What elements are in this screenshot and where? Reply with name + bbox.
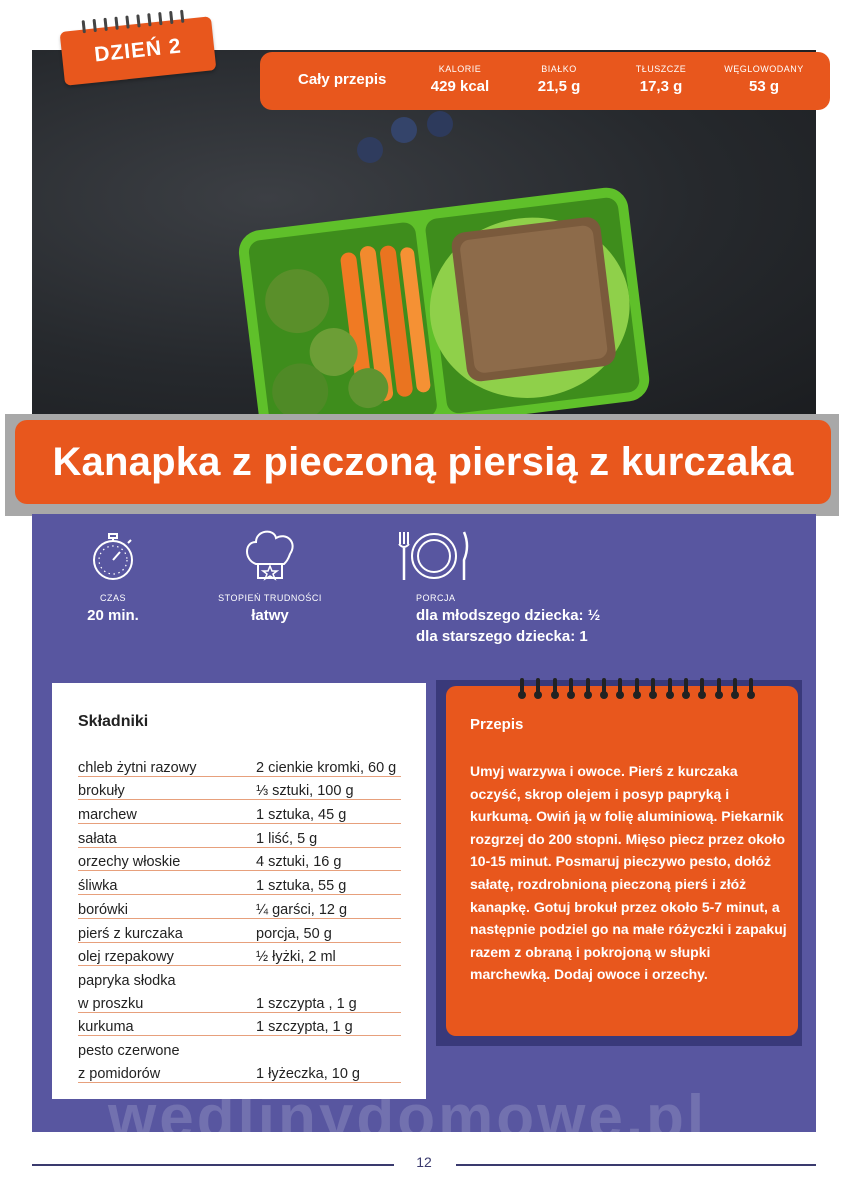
difficulty-label: STOPIEŃ TRUDNOŚCI <box>218 593 322 603</box>
ingredient-name: orzechy włoskie <box>78 847 256 871</box>
table-row <box>78 824 401 848</box>
nutrition-label: WĘGLOWODANY <box>724 64 804 74</box>
table-row <box>78 871 401 895</box>
whole-recipe-label: Cały przepis <box>298 71 387 88</box>
ingredient-name: chleb żytni razowy <box>78 753 256 776</box>
day-label: DZIEŃ 2 <box>93 34 183 67</box>
ingredient-qty: 1 łyżeczka, 10 g <box>256 1059 401 1082</box>
difficulty-value: łatwy <box>251 607 289 624</box>
ingredient-qty: ⅓ sztuki, 100 g <box>256 776 401 800</box>
recipe-title: Kanapka z pieczoną piersią z kurczaka <box>52 439 794 484</box>
page-number: 12 <box>416 1154 432 1170</box>
ingredient-qty: 1 sztuka, 45 g <box>256 800 401 824</box>
ingredient-name: śliwka <box>78 871 256 895</box>
recipe-heading: Przepis <box>470 716 524 733</box>
stopwatch-icon <box>88 530 138 582</box>
table-row <box>78 1012 401 1036</box>
nutrition-label: BIAŁKO <box>541 64 577 74</box>
table-row <box>78 918 401 942</box>
ingredient-name: olej rzepakowy <box>78 942 256 966</box>
ingredient-qty: 1 liść, 5 g <box>256 824 401 848</box>
ingredient-name: w proszku <box>78 989 256 1012</box>
table-row <box>78 942 401 966</box>
recipe-text: Umyj warzywa i owoce. Pierś z kurczaka oczyść, skrop olejem i posyp papryką i kurkumą. Owiń ją w folię aluminiową. Piekarnik rozgrzej do 200 stopni. Mięso piecz przez około 10-15 minut. Posmaruj pieczywo pesto, dołóż sałatę, rozdrobnioną pieczoną pierś i złóż kanapkę. Gotuj brokuł przez około 5-7 minut, a następnie podziel go na małe różyczki i zapakuj razem z obraną i pokrojoną w słupki marchewką. Dodaj owoce i orzechy. <box>470 763 787 983</box>
table-row <box>78 989 401 1012</box>
ingredient-qty: 1 szczypta, 1 g <box>256 1012 401 1036</box>
ingredient-name: papryka słodka <box>78 972 176 989</box>
ingredient-name: borówki <box>78 895 256 919</box>
ingredient-qty <box>256 1036 401 1059</box>
ingredient-name: kurkuma <box>78 1012 256 1036</box>
recipe-card <box>446 686 798 1036</box>
nutrition-label: TŁUSZCZE <box>635 64 687 74</box>
ingredient-qty: 2 cienkie kromki, 60 g <box>256 753 401 776</box>
ingredients-card <box>52 683 426 1099</box>
time-info <box>70 593 156 624</box>
ingredients-table <box>78 753 401 1083</box>
ingredient-qty: 4 sztuki, 16 g <box>256 847 401 871</box>
nutrition-calories <box>410 64 510 95</box>
ingredient-name: marchew <box>78 800 256 824</box>
table-row <box>78 776 401 800</box>
nutrition-label: KALORIE <box>438 64 482 74</box>
nutrition-value: 53 g <box>748 78 779 95</box>
ingredient-qty <box>256 966 401 989</box>
watermark: wedlinydomowe.pl <box>108 1083 708 1152</box>
table-row <box>78 966 401 989</box>
ingredient-qty: 1 szczypta , 1 g <box>256 989 401 1012</box>
nutrition-carbs <box>712 64 816 95</box>
ingredient-qty: ¼ garści, 12 g <box>256 895 401 919</box>
recipe-card-rings <box>520 678 753 696</box>
nutrition-protein <box>514 64 604 95</box>
table-row <box>78 1036 401 1059</box>
time-value: 20 min. <box>87 607 139 624</box>
time-label: CZAS <box>99 593 126 603</box>
ingredients-heading: Składniki <box>78 713 149 730</box>
table-row <box>78 847 401 871</box>
ingredient-name: pierś z kurczaka <box>78 918 256 942</box>
footer-line-right <box>456 1164 816 1166</box>
portion-label: PORCJA <box>416 593 456 603</box>
nutrition-value: 17,3 g <box>639 78 683 95</box>
difficulty-info <box>208 593 332 624</box>
chef-hat-icon <box>240 524 300 584</box>
footer-line-left <box>32 1164 394 1166</box>
nutrition-value: 21,5 g <box>537 78 581 95</box>
portion-info <box>416 593 600 647</box>
table-row <box>78 753 401 776</box>
nutrition-bar <box>260 52 830 110</box>
ingredient-name: z pomidorów <box>78 1059 256 1082</box>
plate-cutlery-icon <box>394 530 474 582</box>
table-row <box>78 895 401 919</box>
ingredient-name: pesto czerwone <box>78 1042 180 1059</box>
title-bar <box>15 420 831 504</box>
ingredient-qty: porcja, 50 g <box>256 918 401 942</box>
ingredient-qty: ½ łyżki, 2 ml <box>256 942 401 966</box>
ingredient-name: brokuły <box>78 776 256 800</box>
portion-value-2: dla starszego dziecka: 1 <box>416 628 588 645</box>
ingredient-name: sałata <box>78 824 256 848</box>
table-row <box>78 800 401 824</box>
portion-value-1: dla młodszego dziecka: ½ <box>416 607 601 624</box>
table-row <box>78 1059 401 1082</box>
ingredient-qty: 1 sztuka, 55 g <box>256 871 401 895</box>
nutrition-fat <box>616 64 706 95</box>
nutrition-value: 429 kcal <box>430 78 490 95</box>
